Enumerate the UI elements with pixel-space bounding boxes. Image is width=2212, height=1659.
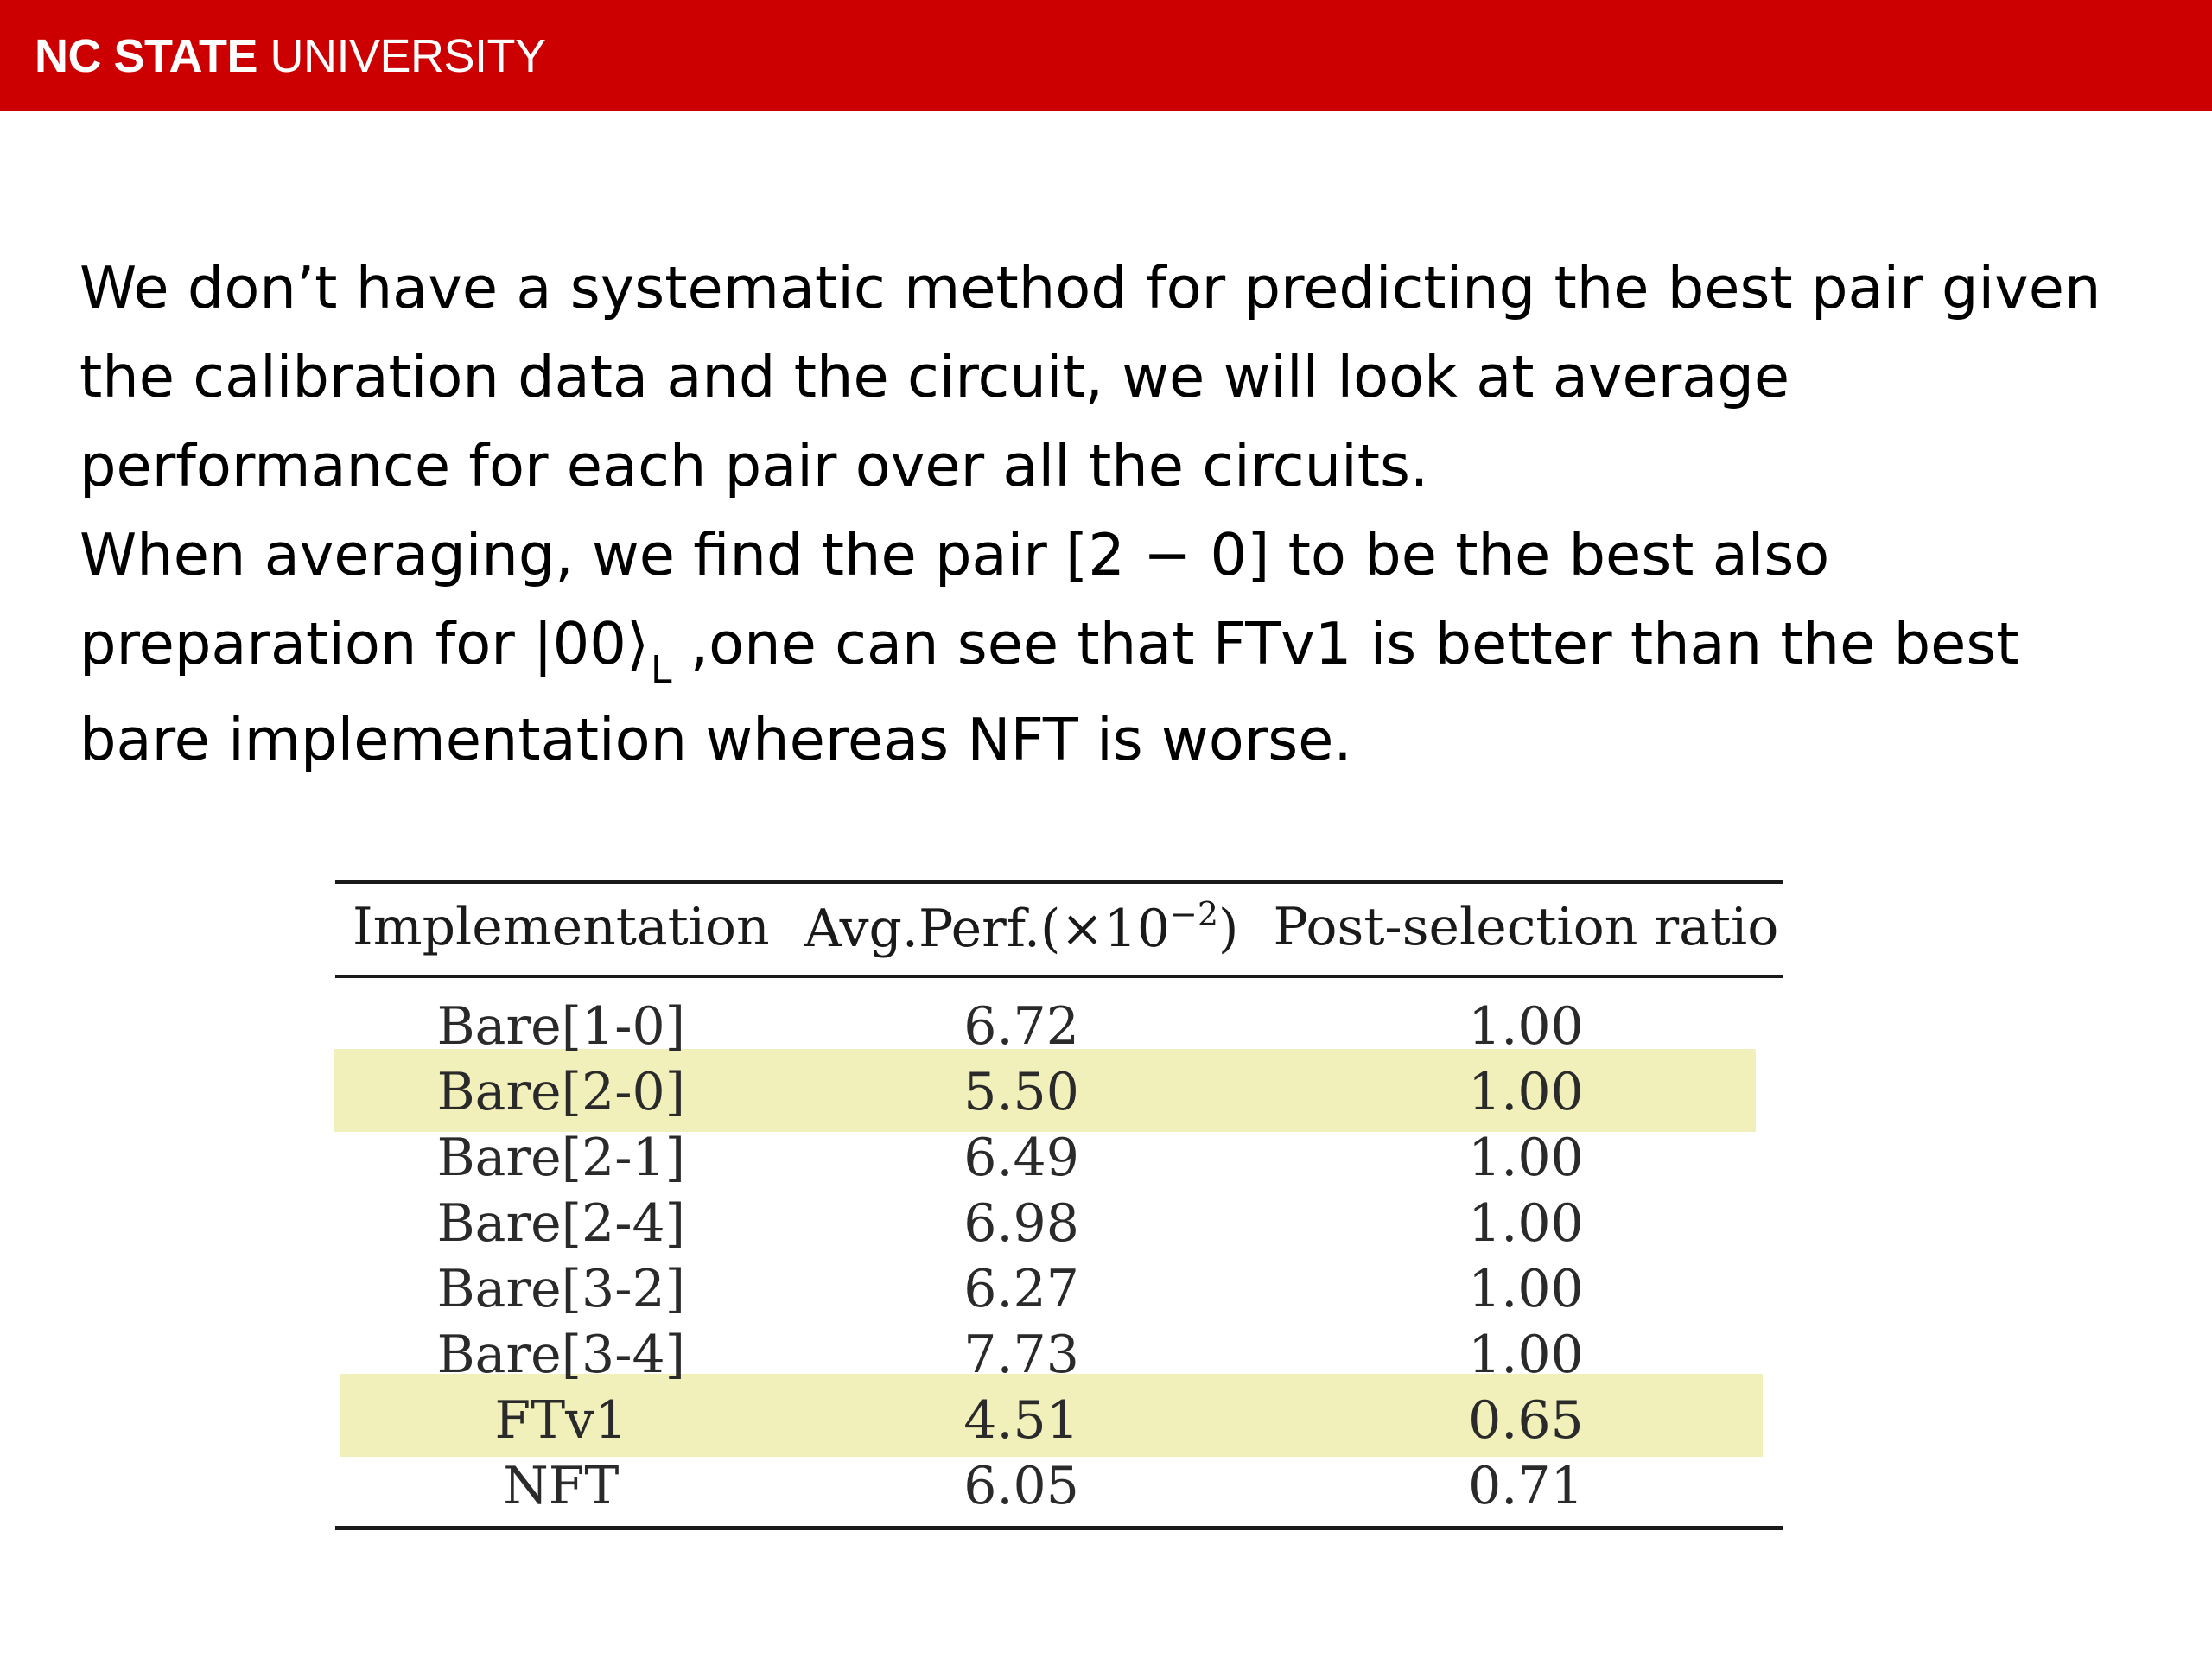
- brand-light-text: UNIVERSITY: [270, 30, 546, 82]
- table-bottom-rule: [335, 1526, 1783, 1530]
- cell-avg-perf: 6.49: [963, 1128, 1079, 1188]
- cell-post-selection: 1.00: [1468, 1062, 1584, 1122]
- cell-avg-perf: 6.05: [963, 1456, 1079, 1516]
- header-avg-perf: [787, 880, 1256, 975]
- cell-implementation: NFT: [503, 1456, 620, 1516]
- cell-implementation: Bare[1-0]: [436, 996, 686, 1057]
- cell-implementation: Bare[3-2]: [436, 1259, 686, 1319]
- cell-implementation: Bare[3-4]: [436, 1325, 686, 1385]
- slide-body-text: [79, 244, 2188, 785]
- body-line-4: When averaging, we find the pair [2 − 0] to be the best also: [79, 521, 1830, 588]
- cell-post-selection: 1.00: [1468, 1325, 1584, 1385]
- cell-post-selection: 0.65: [1468, 1390, 1584, 1451]
- header-bar: [0, 0, 2212, 111]
- cell-post-selection: 1.00: [1468, 996, 1584, 1057]
- table-row: [335, 1059, 1796, 1125]
- brand-bold-text: NC STATE: [35, 30, 257, 82]
- header-avg-perf-exponent: −2: [1170, 895, 1219, 933]
- table-row: [335, 1322, 1796, 1388]
- cell-avg-perf: 7.73: [963, 1325, 1079, 1385]
- ket-subscript: L: [651, 648, 672, 692]
- table-header-row: [335, 880, 1796, 975]
- header-implementation: Implementation: [353, 897, 770, 957]
- cell-avg-perf: 5.50: [963, 1062, 1079, 1122]
- university-logo: [35, 29, 546, 83]
- table-row: [335, 975, 1796, 1059]
- results-table: [335, 880, 1796, 1519]
- cell-avg-perf: 6.27: [963, 1259, 1079, 1319]
- body-line-2: the calibration data and the circuit, we will look at average: [79, 343, 1790, 410]
- cell-implementation: Bare[2-0]: [436, 1062, 686, 1122]
- cell-post-selection: 0.71: [1468, 1456, 1584, 1516]
- body-line-5: [79, 600, 2188, 696]
- cell-implementation: Bare[2-4]: [436, 1193, 686, 1254]
- cell-avg-perf: 6.72: [963, 996, 1079, 1057]
- body-line-5-end: ,one can see that FTv1 is better than the best: [671, 610, 2019, 677]
- cell-post-selection: 1.00: [1468, 1193, 1584, 1254]
- body-line-3: performance for each pair over all the circuits.: [79, 432, 1429, 499]
- cell-avg-perf: 6.98: [963, 1193, 1079, 1254]
- table-row: [335, 1388, 1796, 1453]
- cell-implementation: Bare[2-1]: [436, 1128, 686, 1188]
- body-line-5-start: preparation for |00⟩: [79, 610, 650, 677]
- results-table-container: [335, 880, 1783, 1533]
- cell-implementation: FTv1: [494, 1390, 628, 1451]
- cell-avg-perf: 4.51: [963, 1390, 1079, 1451]
- header-avg-perf-prefix: Avg.Perf.(×10: [804, 899, 1171, 959]
- cell-post-selection: 1.00: [1468, 1128, 1584, 1188]
- body-line-6: bare implementation whereas NFT is worse.: [79, 706, 1352, 773]
- table-row: [335, 1453, 1796, 1519]
- table-row: [335, 1256, 1796, 1322]
- table-row: [335, 1125, 1796, 1191]
- body-line-1: We don’t have a systematic method for predicting the best pair given: [79, 254, 2101, 321]
- header-avg-perf-suffix: ): [1218, 899, 1239, 959]
- table-row: [335, 1191, 1796, 1256]
- cell-post-selection: 1.00: [1468, 1259, 1584, 1319]
- header-post-selection: Post-selection ratio: [1273, 897, 1779, 957]
